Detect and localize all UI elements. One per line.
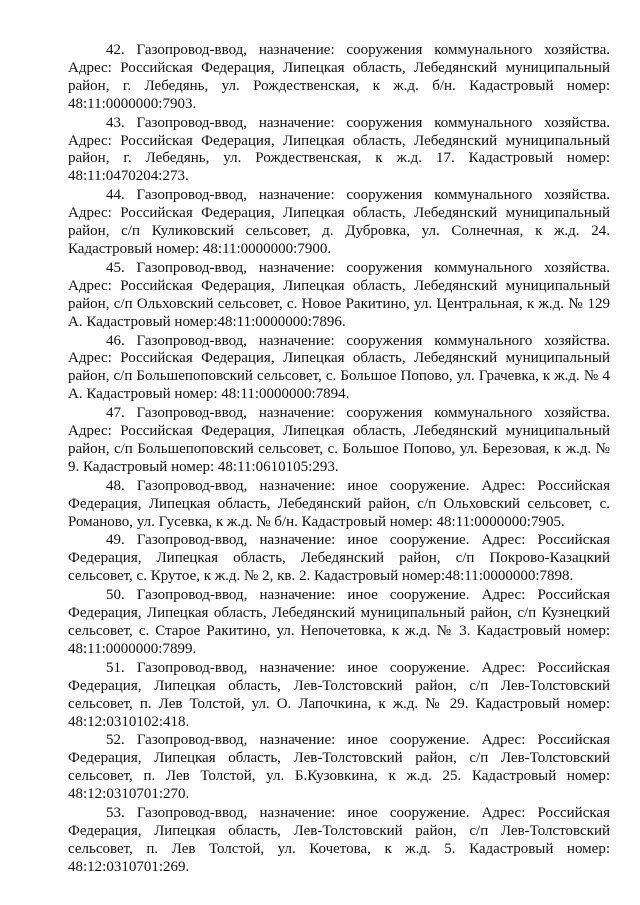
list-item-52: 52. Газопровод-ввод, назначение: иное сооружение. Адрес: Российская Федерация, Липецкая область, Лев-Толстовский район, с/п Лев-Толстовский сельсовет, п. Лев Толстой, ул. Б.Кузовкина, к ж.д. 25. Кадастровый номер: 48:12:0310701:270. [68, 732, 610, 803]
list-item-47: 47. Газопровод-ввод, назначение: сооружения коммунального хозяйства. Адрес: Российская Федерация, Липецкая область, Лебедянский муниципальный район, с/п Большепоповский сельсовет, с. Большое Попово, ул. Березовая, к ж.д. № 9. Кадастровый номер: 48:11:0610105:293. [68, 405, 610, 475]
list-item-44: 44. Газопровод-ввод, назначение: сооружения коммунального хозяйства. Адрес: Российская Федерация, Липецкая область, Лебедянский муниципальный район, с/п Куликовский сельсовет, д. Дубровка, ул. Солнечная, к ж.д. 24. Кадастровый номер: 48:11:0000000:7900. [68, 187, 610, 257]
list-item-48: 48. Газопровод-ввод, назначение: иное сооружение. Адрес: Российская Федерация, Липецкая область, Лебедянский район, с/п Ольховский сельсовет, с. Романово, ул. Гусевка, к ж.д. № б/н. Кадастровый номер: 48:11:0000000:7905. [68, 477, 610, 530]
list-item-51: 51. Газопровод-ввод, назначение: иное сооружение. Адрес: Российская Федерация, Липецкая область, Лев-Толстовский район, с/п Лев-Толстовский сельсовет, п. Лев Толстой, ул. О. Лапочкина, к ж.д. № 29. Кадастровый номер: 48:12:0310102:418. [68, 659, 610, 730]
list-item-45: 45. Газопровод-ввод, назначение: сооружения коммунального хозяйства. Адрес: Российская Федерация, Липецкая область, Лебедянский муниципальный район, с/п Ольховский сельсовет, с. Новое Ракитино, ул. Центральная, к ж.д. № 129 А. Кадастровый номер:48:11:0000000:7896. [68, 259, 610, 330]
list-item-49: 49. Газопровод-ввод, назначение: иное сооружение. Адрес: Российская Федерация, Липецкая область, Лебедянский район, с/п Покрово-Казацкий сельсовет, с. Крутое, к ж.д. № 2, кв. 2. Кадастровый номер:48:11:0000000:7898. [68, 532, 610, 585]
list-item-43: 43. Газопровод-ввод, назначение: сооружения коммунального хозяйства. Адрес: Российская Федерация, Липецкая область, Лебедянский муниципальный район, г. Лебедянь, ул. Рождественская, к ж.д. 17. Кадастровый номер: 48:11:0470204:273. [68, 114, 610, 185]
list-item-50: 50. Газопровод-ввод, назначение: иное сооружение. Адрес: Российская Федерация, Липецкая область, Лебедянский муниципальный район, с/п Кузнецкий сельсовет, с. Старое Ракитино, ул. Непочетовка, к ж.д. № 3. Кадастровый номер: 48:11:0000000:7899. [68, 587, 610, 657]
list-item-42: 42. Газопровод-ввод, назначение: сооружения коммунального хозяйства. Адрес: Российская Федерация, Липецкая область, Лебедянский муниципальный район, г. Лебедянь, ул. Рождественская, к ж.д. б/н. Кадастровый номер: 48:11:0000000:7903. [68, 42, 610, 112]
list-item-53: 53. Газопровод-ввод, назначение: иное сооружение. Адрес: Российская Федерация, Липецкая область, Лев-Толстовский район, с/п Лев-Толстовский сельсовет, п. Лев Толстой, ул. Кочетова, к ж.д. 5. Кадастровый номер: 48:12:0310701:269. [68, 805, 610, 875]
list-item-46: 46. Газопровод-ввод, назначение: сооружения коммунального хозяйства. Адрес: Российская Федерация, Липецкая область, Лебедянский муниципальный район, с/п Большепоповский сельсовет, с. Большое Попово, ул. Грачевка, к ж.д. № 4 А. Кадастровый номер: 48:11:0000000:7894. [68, 332, 610, 403]
document-page [68, 42, 610, 878]
